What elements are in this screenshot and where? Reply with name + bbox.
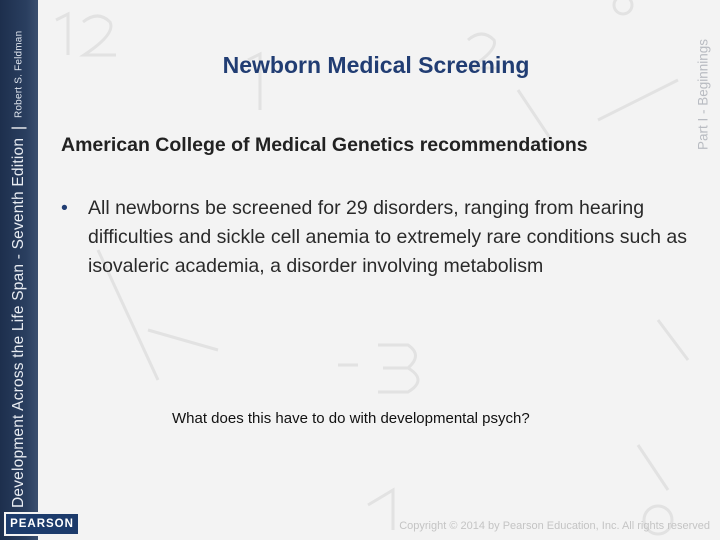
bullet-text: All newborns be screened for 29 disorders, ranging from hearing difficulties and sickle cell anemia to extremely rare conditions such as isovaleric academia, a disorder involving metabolism [88, 197, 688, 277]
title-divider: | [10, 125, 27, 130]
discussion-question: What does this have to do with developmental psych? [172, 410, 530, 427]
pearson-logo: PEARSON [6, 514, 78, 534]
slide-title: Newborn Medical Screening [222, 52, 530, 78]
copyright-notice: Copyright © 2014 by Pearson Education, Inc. All rights reserved [399, 520, 710, 532]
book-title-vertical [6, 18, 32, 508]
sidebar [0, 0, 38, 540]
part-label: Part I - Beginnings [695, 38, 711, 150]
book-title: Development Across the Life Span - Seventh Edition [10, 137, 27, 508]
bullet-marker: • [61, 197, 68, 219]
bullet-item [61, 194, 701, 281]
author-name: Robert S. Feldman [13, 30, 25, 118]
slide-heading: American College of Medical Genetics recommendations [61, 134, 588, 156]
